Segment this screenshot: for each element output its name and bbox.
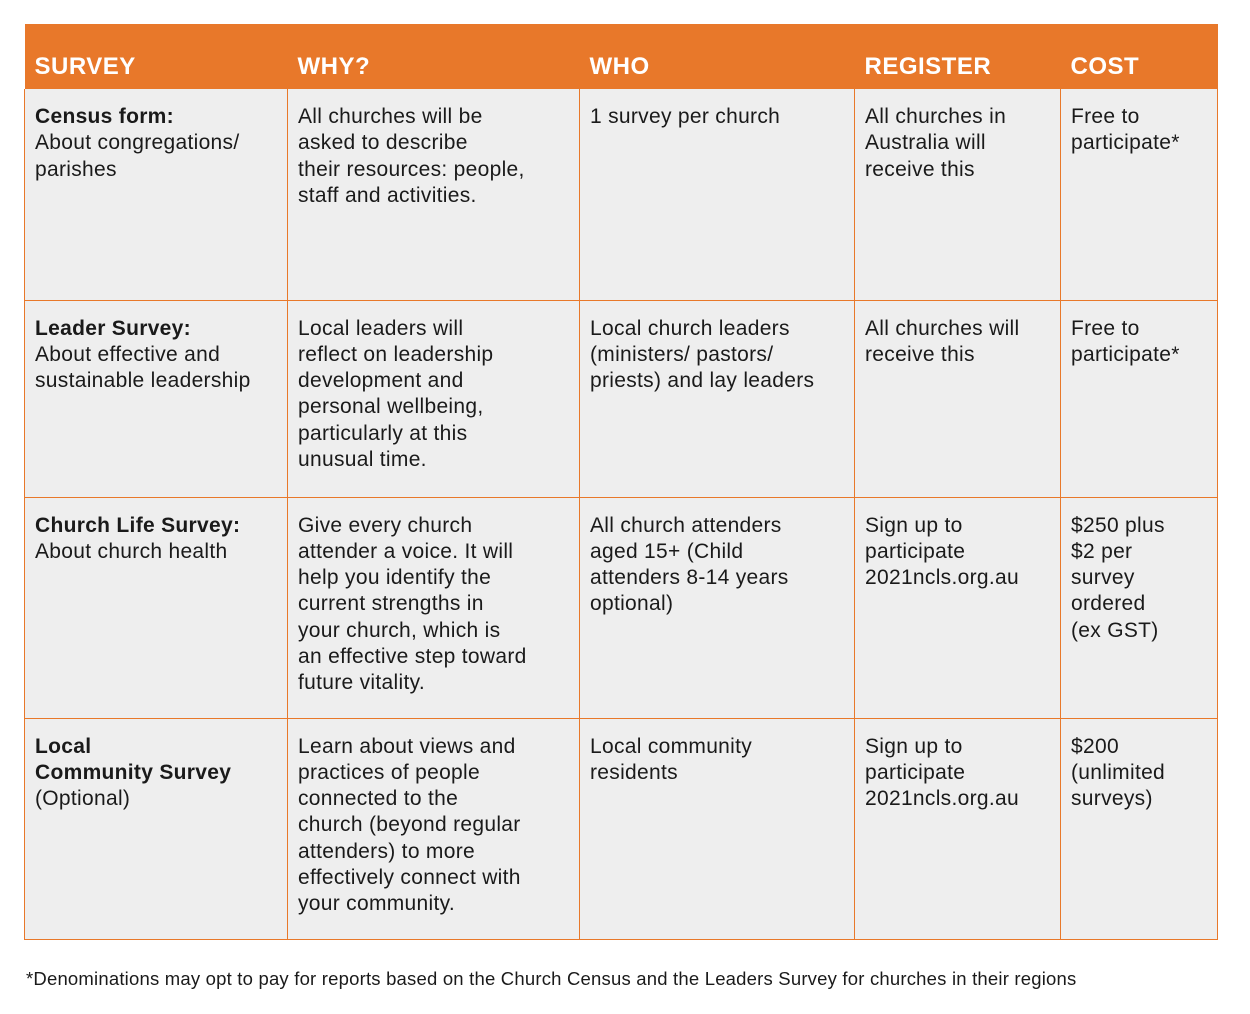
table-row-community	[25, 718, 1218, 939]
cell-survey	[25, 300, 288, 497]
cell-register: All churches in Australia will receive this	[855, 89, 1061, 300]
cell-cost: Free to participate*	[1061, 89, 1218, 300]
cell-register: Sign up to participate 2021ncls.org.au	[855, 718, 1061, 939]
cell-who: 1 survey per church	[580, 89, 855, 300]
cell-register: All churches will receive this	[855, 300, 1061, 497]
footnote: *Denominations may opt to pay for reports based on the Church Census and the Leaders Survey for churches in their regions	[26, 968, 1077, 989]
header-register: REGISTER	[855, 24, 1061, 89]
header-who: WHO	[580, 24, 855, 89]
cell-who: All church attenders aged 15+ (Child attenders 8-14 years optional)	[580, 497, 855, 718]
table-row-leader	[25, 300, 1218, 497]
survey-title: Church Life Survey:	[35, 513, 241, 537]
survey-title: Local Community Survey	[35, 734, 232, 784]
survey-title: Census form:	[35, 105, 174, 128]
cell-cost: $200 (unlimited surveys)	[1061, 718, 1218, 939]
header-cost: COST	[1061, 24, 1218, 89]
cell-survey	[25, 718, 288, 939]
survey-description: About effective and sustainable leadership	[35, 342, 251, 393]
survey-description: (Optional)	[35, 787, 131, 811]
header-survey: SURVEY	[25, 24, 288, 89]
survey-title: Leader Survey:	[35, 316, 191, 340]
cell-survey	[25, 89, 288, 300]
table-row-church-life	[25, 497, 1218, 718]
survey-description: About church health	[35, 539, 228, 563]
survey-table	[24, 24, 1218, 940]
cell-why: Give every church attender a voice. It will help you identify the current strengths in your church, which is an effective step toward future vitality.	[288, 497, 580, 718]
cell-who: Local community residents	[580, 718, 855, 939]
cell-cost: Free to participate*	[1061, 300, 1218, 497]
header-why: WHY?	[288, 24, 580, 89]
cell-why: Local leaders will reflect on leadership development and personal wellbeing, particularly at this unusual time.	[288, 300, 580, 497]
cell-who: Local church leaders (ministers/ pastors/ priests) and lay leaders	[580, 300, 855, 497]
survey-description: About congregations/ parishes	[35, 131, 240, 181]
cell-survey	[25, 497, 288, 718]
cell-cost: $250 plus $2 per survey ordered (ex GST)	[1061, 497, 1218, 718]
table-row-census	[25, 89, 1218, 300]
table-header-row	[25, 24, 1218, 89]
cell-register: Sign up to participate 2021ncls.org.au	[855, 497, 1061, 718]
cell-why: All churches will be asked to describe their resources: people, staff and activities.	[288, 89, 580, 300]
cell-why: Learn about views and practices of people connected to the church (beyond regular attenders) to more effectively connect with your community.	[288, 718, 580, 939]
